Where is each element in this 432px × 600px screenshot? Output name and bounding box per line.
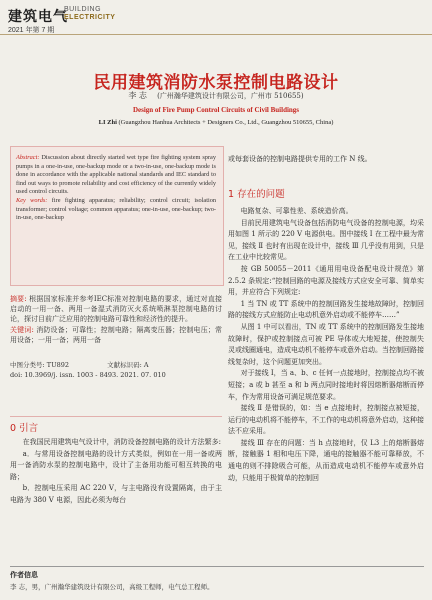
paragraph: 目前民用建筑电气设备包括消防电气设备的控制电源，均采用如图 1 所示的 220 V 电源供电。图中接线 Ⅰ 在工程中最为常见，接线 Ⅱ 也时有出现在设计中，接线 Ⅲ 几乎没有用到，只是在工业中比较常见。 xyxy=(228,218,424,262)
clc-number: 中图分类号: TU892 xyxy=(10,361,69,369)
header-divider xyxy=(0,34,432,35)
abstract-text: Discussion about directly started wet type fire fighting system spray pumps in a one-in-use, one-backup mode or a two-in-use, one-backup mode is done in accordance with the applicable national standards and IEC standard to find out ways to promote reliability and cost efficiency of the currently widely used control circuits. xyxy=(16,154,216,196)
abstract-cn-text: 根据国家标准并参考IEC标准对控制电路的要求，通过对直接启动的一用一备、两用一备湿式消防灭火系统喷淋泵控制电路的讨论，探讨目前广泛应用的控制电路可靠性和经济性的提升。 xyxy=(10,295,223,324)
journal-logo: 建筑电气 xyxy=(8,9,68,25)
paragraph: 在我国民用建筑电气设计中，消防设备控制电路的设计方法繁多: xyxy=(22,438,221,446)
logo-en-line2: ELECTRICITY xyxy=(64,14,116,21)
paragraph: a．与常用设备控制电路的设计方式类似，例如在一用一备或两用一备消防水泵的控制电路中，设计了主备用功能可相互转换的电路； xyxy=(10,449,222,481)
doi: doi: 10.3969/j. issn. 1003 - 8493. 2021. 07. 010 xyxy=(10,371,166,379)
abstract-en xyxy=(16,154,216,223)
section-divider xyxy=(10,416,222,417)
keywords-label: Key words: xyxy=(16,196,48,204)
paragraph: 对于接线 Ⅰ，当 a、b、c 任何一点接地时，控制接点均不被短接；a 或 b 甚至 a 和 b 两点同时接地时将因熔断器熔断而停车，作为常用设备可满足规范要求。 xyxy=(228,369,424,401)
journal-logo-english xyxy=(64,6,115,22)
author-line-cn xyxy=(0,90,432,101)
article-title-cn: 民用建筑消防水泵控制电路设计 xyxy=(93,73,339,93)
article-title-en: Design of Fire Pump Control Circuits of Civil Buildings xyxy=(132,106,300,114)
doc-code: 文献标识码: A xyxy=(107,361,149,369)
article-meta xyxy=(10,360,222,380)
logo-en-line1: BUILDING xyxy=(64,6,102,13)
continued-text: 或每套设备的控制电路提供专用的工作 N 线。 xyxy=(228,155,372,163)
paragraph: 从图 1 中可以看出，TN 或 TT 系统中的控制回路发生接地故障时，保护或控制接点可被 PE 导体或大地短接，使控制失灵或线圈通电，造成电动机不能停车或意外启动。当控制回路接线复杂时，这个问题更加突出。 xyxy=(228,322,424,366)
author-line-en xyxy=(0,119,432,126)
section-heading-problems: 1 存在的问题 xyxy=(228,189,285,200)
problems-body xyxy=(228,206,424,484)
author-info-text: 李 志，男，广州瀚华建筑设计有限公司，高级工程师，电气总工程师。 xyxy=(10,583,214,591)
affiliation-en: (Guangzhou Hanhua Architects + Designers Co., Ltd., Guangzhou 510655, China) xyxy=(118,119,334,126)
abstract-cn xyxy=(10,294,222,345)
intro-body xyxy=(10,437,222,507)
author-name-en: LI Zhi xyxy=(98,119,117,126)
section-heading-intro: 0 引言 xyxy=(10,423,39,434)
paragraph: 电路复杂、可靠性差、系统造价高。 xyxy=(240,207,353,215)
keywords-cn-label: 关键词: xyxy=(10,325,34,334)
paragraph: 按 GB 50055－2011《通用用电设备配电设计规范》第 2.5.2 条规定:“控制回路的电源及接线方式应安全可靠、简单实用，并应符合下列规定: xyxy=(228,264,424,297)
keywords-cn-text: 消防设备；可靠性；控制电路；隔离变压器；控制电压；常用设备；一用一备；两用一备 xyxy=(10,325,223,344)
paragraph: b．控制电压采用 AC 220 V，与主电路没有设置隔离，由于主电路为 380 V 电源，因此必须为每台 xyxy=(10,484,222,504)
issue-number: 2021 年第 7 期 xyxy=(8,27,55,34)
abstract-label: Abstract: xyxy=(16,154,40,161)
abstract-cn-label: 摘要: xyxy=(10,295,27,303)
affiliation-cn: (广州瀚华建筑设计有限公司，广州市 510655) xyxy=(157,92,304,100)
keywords-text: fire fighting apparatus; reliability; control circuit; isolation transformer; control voltage; common apparatus; one-in-use, one-backup; two-in-use, one-backup xyxy=(16,196,217,222)
footer-divider xyxy=(10,566,424,567)
author-name-cn: 李 志 xyxy=(128,91,147,100)
paragraph: 1 当 TN 或 TT 系统中的控制回路发生接地故障时，控制回路的接线方式应能防止电动机意外启动或不能停车……” xyxy=(228,299,424,320)
paragraph: 接线 Ⅲ 存在的问题：当 h 点接地时，仅 L3 上的熔断器熔断，接触器 1 相和电压下降，通电的接触器不能可靠释放，不通电的则不排除吸合可能，从而造成电动机不能停车或意外启动，只能用于极简单的控制回 xyxy=(228,438,424,482)
author-info-label: 作者信息 xyxy=(10,571,38,579)
paragraph: 接线 Ⅱ 是错误的，如：当 e 点接地时，控制接点被短接，运行的电动机将不能停车，不工作的电动机将意外启动，这种接法不应采用。 xyxy=(228,404,424,436)
